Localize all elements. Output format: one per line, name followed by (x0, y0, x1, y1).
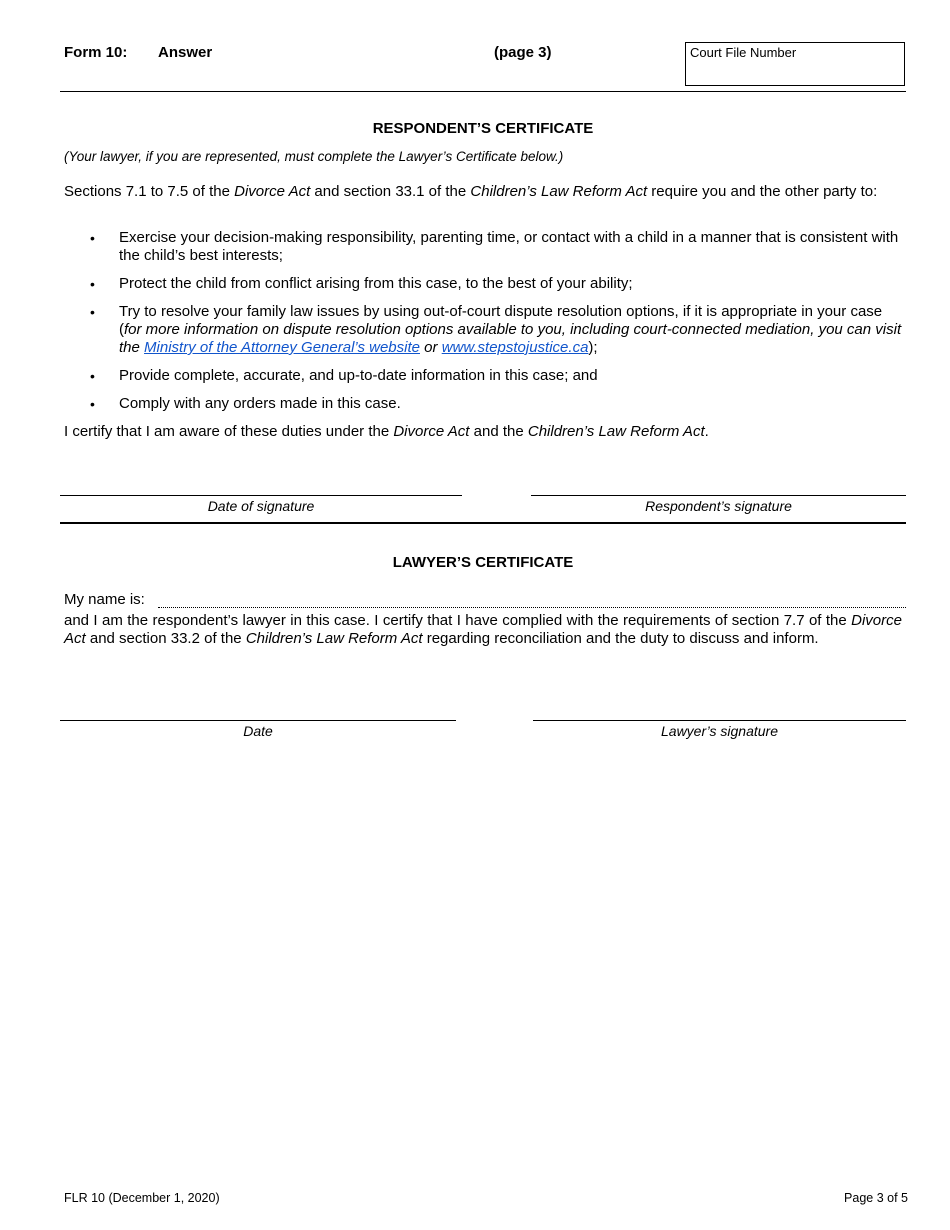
respondent-date-line[interactable] (60, 495, 462, 496)
respondent-signature-line[interactable] (531, 495, 906, 496)
page-number: Page 3 of 5 (844, 1191, 908, 1205)
court-file-number-field[interactable] (685, 42, 905, 86)
certify-statement: I certify that I am aware of these duties under the Divorce Act and the Children’s Law Reform Act. (64, 423, 709, 440)
lawyer-signature-label: Lawyer’s signature (661, 723, 778, 739)
lawyer-certificate-title: LAWYER’S CERTIFICATE (392, 554, 574, 571)
list-item: • Exercise your decision-making responsibility, parenting time, or contact with a child in a manner that is consistent with the child’s best interests; (90, 229, 899, 264)
form-number: Form 10: (64, 44, 128, 61)
lawyer-statement: and I am the respondent’s lawyer in this case. I certify that I have complied with the requirements of section 7.7 of the Divorce Act and section 33.2 of the Children’s Law Reform Act regarding reconciliation and the duty to discuss and inform. (64, 612, 902, 647)
page-indicator: (page 3) (494, 44, 552, 61)
form-title: Answer (158, 44, 213, 61)
respondent-certificate-title: RESPONDENT’S CERTIFICATE (372, 120, 594, 137)
lawyer-signature-line[interactable] (533, 720, 906, 721)
lawyer-note: (Your lawyer, if you are represented, must complete the Lawyer’s Certificate below.) (64, 149, 564, 164)
court-file-number-label: Court File Number (690, 45, 797, 60)
list-item: • Provide complete, accurate, and up-to-date information in this case; and (90, 367, 598, 384)
stepstojustice-link[interactable]: www.stepstojustice.ca (441, 339, 589, 356)
section-divider (60, 522, 906, 524)
lawyer-date-line[interactable] (60, 720, 456, 721)
list-item: • Protect the child from conflict arising from this case, to the best of your ability; (90, 275, 633, 292)
attorney-general-link[interactable]: Ministry of the Attorney General’s website (144, 339, 420, 356)
lawyer-date-label: Date (243, 723, 273, 739)
header-divider (60, 91, 906, 92)
respondent-signature-label: Respondent’s signature (645, 498, 792, 514)
form-id: FLR 10 (December 1, 2020) (64, 1191, 220, 1205)
respondent-date-label: Date of signature (207, 498, 315, 514)
duties-intro: Sections 7.1 to 7.5 of the Divorce Act and section 33.1 of the Children’s Law Reform Act require you and the other party to: (64, 183, 878, 200)
lawyer-name-field[interactable] (158, 607, 906, 608)
list-item: • Try to resolve your family law issues by using out-of-court dispute resolution options, if it is appropriate in your case (for more information on dispute resolution options available to you, including court-connected mediation, you can visit the Ministry of the Attorney General’s website or www.stepstojustice.ca); (90, 303, 902, 356)
lawyer-name-label: My name is: (64, 591, 145, 608)
list-item: • Comply with any orders made in this case. (90, 395, 401, 412)
